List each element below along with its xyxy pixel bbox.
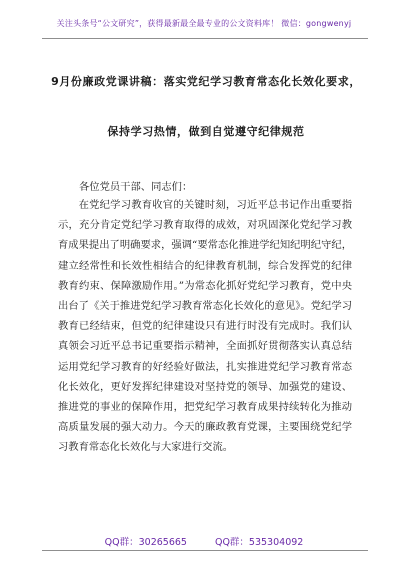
footer-qq-group-1: QQ群：30265665 (104, 537, 187, 548)
header-promo-text: 关注头条号“公文研究”，获得最新最全最专业的公文资料库！ 微信：gongwenyj (56, 19, 352, 28)
document-title-line-2: 保持学习热情，做到自觉遵守纪律规范 (107, 125, 305, 138)
header-divider (42, 38, 368, 39)
footer-contact (0, 534, 408, 548)
footer-divider (42, 550, 368, 551)
salutation: 各位党员干部、同志们： (79, 181, 193, 193)
footer-qq-group-2: QQ群：535304092 (214, 537, 304, 548)
document-title-line-1: 9月份廉政党课讲稿：落实党纪学习教育常态化长效化要求， (51, 75, 361, 88)
body-paragraph: 在党纪学习教育收官的关键时刻，习近平总书记作出重要指示，充分肯定党纪学习教育取得的成效，对巩固深化党纪学习教育成果提出了明确要求，强调“要常态化推进学纪知纪明纪守纪，建立经常性和长效性相结合的纪律教育机制，综合发挥党的纪律教育约束、保障激励作用。”为常态化抓好党纪学习教育，党中央出台了《关于推进党纪学习教育常态化长效化的意见》。党纪学习教育已经结束，但党的纪律建设只有进行时没有完成时。我们认真领会习近平总书记重要指示精神，全面抓好贯彻落实认真总结运用党纪学习教育的好经验好做法，扎实推进党纪学习教育常态化长效化，更好发挥纪律建设对坚持党的领导、加强党的建设、推进党的事业的保障作用，把党纪学习教育成果持续转化为推动高质量发展的强大动力。今天的廉政教育党课，主要围绕党纪学习教育常态化长效化与大家进行交流。 (58, 199, 352, 454)
